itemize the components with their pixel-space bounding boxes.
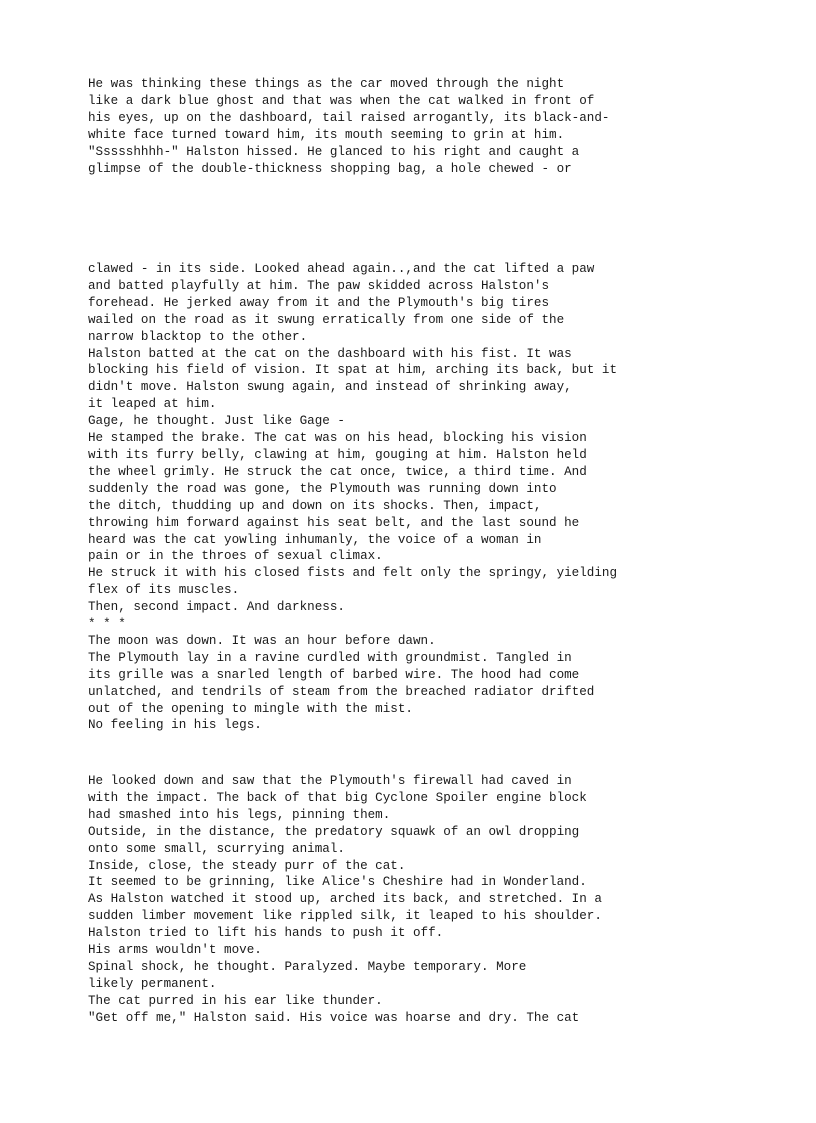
text-line: As Halston watched it stood up, arched its back, and stretched. In a <box>88 892 602 907</box>
text-line: He looked down and saw that the Plymouth's firewall had caved in <box>88 774 572 788</box>
text-line: "Get off me," Halston said. His voice was hoarse and dry. The cat <box>88 1010 580 1025</box>
text-line: the wheel grimly. He struck the cat once, twice, a third time. And <box>88 464 587 479</box>
text-line: It seemed to be grinning, like Alice's Cheshire had in Wonderland. <box>88 875 587 890</box>
text-block-3 <box>88 773 602 1027</box>
text-line: it leaped at him. <box>88 397 217 412</box>
text-line: white face turned toward him, its mouth seeming to grin at him. <box>88 127 565 142</box>
text-line: pain or in the throes of sexual climax. <box>88 549 383 564</box>
text-line: had smashed into his legs, pinning them. <box>88 807 391 822</box>
text-line: * * * <box>88 617 126 632</box>
text-line: its grille was a snarled length of barbed wire. The hood had come <box>88 667 580 682</box>
text-line: Spinal shock, he thought. Paralyzed. Maybe temporary. More <box>88 959 527 974</box>
text-line: likely permanent. <box>88 976 217 991</box>
text-line: his eyes, up on the dashboard, tail raised arrogantly, its black-and- <box>88 110 610 125</box>
text-line: He was thinking these things as the car moved through the night <box>88 77 565 91</box>
text-line: suddenly the road was gone, the Plymouth was running down into <box>88 481 557 496</box>
text-line: The moon was down. It was an hour before dawn. <box>88 633 436 648</box>
text-line: The cat purred in his ear like thunder. <box>88 993 383 1008</box>
text-line: glimpse of the double-thickness shopping bag, a hole chewed - or <box>88 161 572 176</box>
text-line: with the impact. The back of that big Cyclone Spoiler engine block <box>88 790 587 805</box>
text-line: Inside, close, the steady purr of the cat. <box>88 858 406 873</box>
text-block-2 <box>88 261 617 734</box>
text-line: like a dark blue ghost and that was when the cat walked in front of <box>88 93 595 108</box>
text-line: The Plymouth lay in a ravine curdled with groundmist. Tangled in <box>88 650 572 665</box>
text-line: Gage, he thought. Just like Gage - <box>88 414 345 429</box>
text-line: the ditch, thudding up and down on its shocks. Then, impact, <box>88 498 542 513</box>
text-line: throwing him forward against his seat belt, and the last sound he <box>88 515 580 530</box>
text-line: didn't move. Halston swung again, and instead of shrinking away, <box>88 380 572 395</box>
text-line: He stamped the brake. The cat was on his head, blocking his vision <box>88 431 587 446</box>
text-line: narrow blacktop to the other. <box>88 329 308 344</box>
text-line: His arms wouldn't move. <box>88 943 262 958</box>
text-line: heard was the cat yowling inhumanly, the voice of a woman in <box>88 532 542 547</box>
text-line: with its furry belly, clawing at him, gouging at him. Halston held <box>88 447 587 462</box>
text-line: and batted playfully at him. The paw skidded across Halston's <box>88 278 550 293</box>
text-block-1 <box>88 76 609 177</box>
text-line: sudden limber movement like rippled silk, it leaped to his shoulder. <box>88 909 602 924</box>
text-line: No feeling in his legs. <box>88 718 262 733</box>
text-line: Then, second impact. And darkness. <box>88 600 345 615</box>
text-line: clawed - in its side. Looked ahead again..,and the cat lifted a paw <box>88 262 595 276</box>
text-line: Halston tried to lift his hands to push it off. <box>88 926 444 941</box>
text-line: Halston batted at the cat on the dashboard with his fist. It was <box>88 346 572 361</box>
text-line: out of the opening to mingle with the mist. <box>88 701 413 716</box>
text-line: He struck it with his closed fists and felt only the springy, yielding <box>88 566 618 581</box>
text-line: "Ssssshhhh-" Halston hissed. He glanced to his right and caught a <box>88 144 580 159</box>
text-line: blocking his field of vision. It spat at him, arching its back, but it <box>88 363 618 378</box>
text-line: flex of its muscles. <box>88 583 240 598</box>
text-line: onto some small, scurrying animal. <box>88 841 345 856</box>
text-line: forehead. He jerked away from it and the Plymouth's big tires <box>88 295 550 310</box>
text-line: wailed on the road as it swung erratically from one side of the <box>88 312 565 327</box>
text-line: Outside, in the distance, the predatory squawk of an owl dropping <box>88 824 580 839</box>
text-line: unlatched, and tendrils of steam from the breached radiator drifted <box>88 684 595 699</box>
